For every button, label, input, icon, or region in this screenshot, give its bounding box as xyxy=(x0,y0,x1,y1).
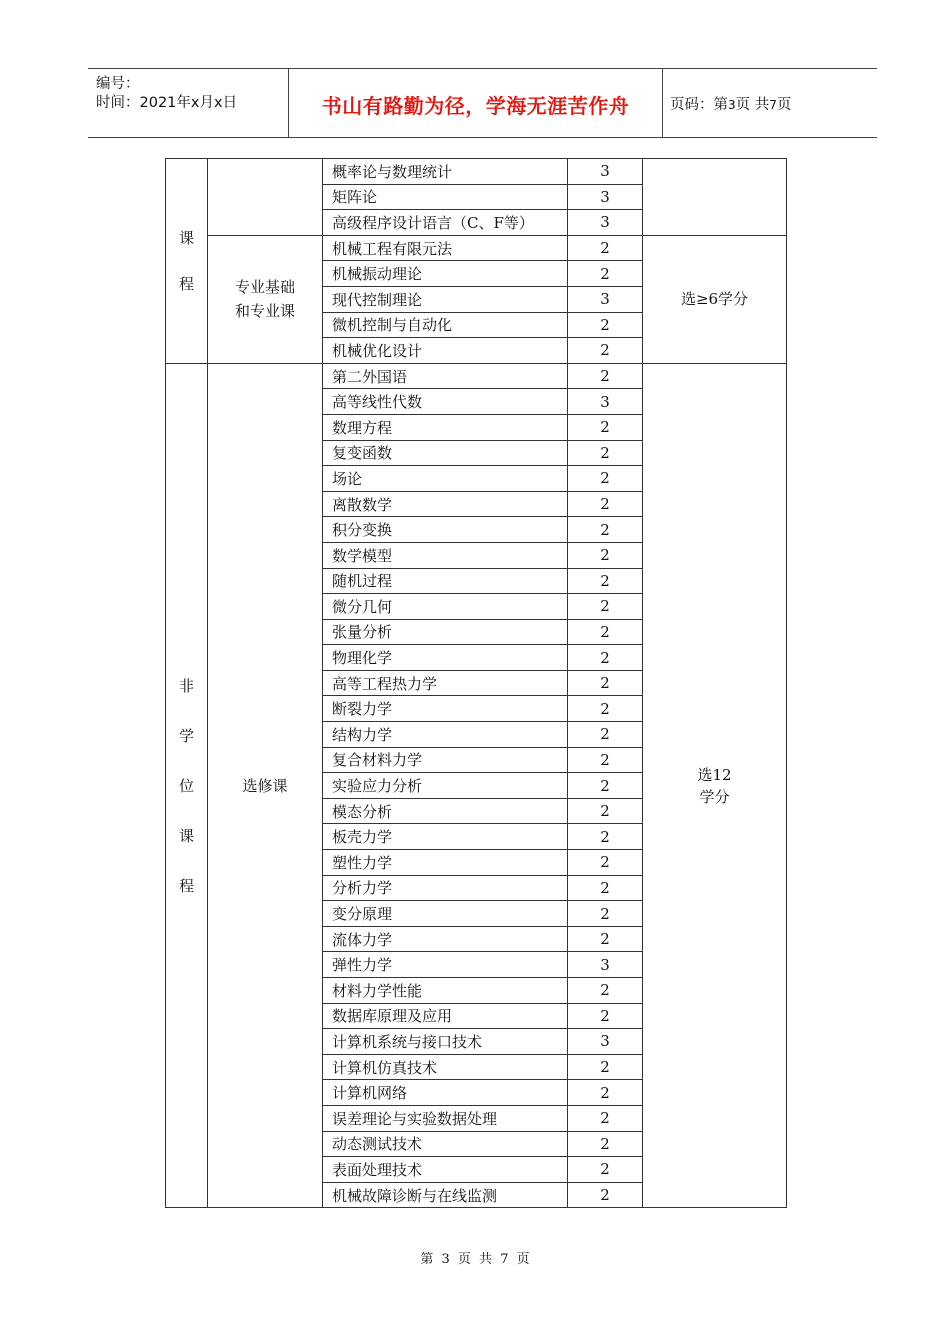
course-credit: 3 xyxy=(568,286,643,312)
nondegree-course-label-text xyxy=(177,677,197,895)
page-label: 页码：第 xyxy=(670,97,728,113)
course-credit: 2 xyxy=(568,1157,643,1183)
table-row xyxy=(166,159,787,185)
degree-course-label-text xyxy=(177,229,197,293)
course-credit: 2 xyxy=(568,1003,643,1029)
page-header xyxy=(88,68,877,138)
course-name: 断裂力学 xyxy=(323,696,568,722)
course-credit: 2 xyxy=(568,568,643,594)
degree-course-label-char: 程 xyxy=(178,274,194,293)
course-name: 机械故障诊断与在线监测 xyxy=(323,1182,568,1208)
course-credit: 2 xyxy=(568,850,643,876)
nondegree-course-label-char: 课 xyxy=(178,826,194,845)
course-credit: 2 xyxy=(568,491,643,517)
course-credit: 2 xyxy=(568,1182,643,1208)
course-name: 随机过程 xyxy=(323,568,568,594)
number-label: 编号： xyxy=(96,76,140,92)
course-credit: 2 xyxy=(568,722,643,748)
elective-requirement-label: 选12学分 xyxy=(697,765,732,806)
course-name: 塑性力学 xyxy=(323,850,568,876)
course-name: 复变函数 xyxy=(323,440,568,466)
course-credit: 2 xyxy=(568,901,643,927)
nondegree-course-label xyxy=(166,363,208,1208)
course-credit: 2 xyxy=(568,798,643,824)
header-slogan-cell xyxy=(288,69,663,137)
time-label: 时间：2021年x月x日 xyxy=(96,95,238,111)
course-name: 实验应力分析 xyxy=(323,773,568,799)
course-credit: 2 xyxy=(568,466,643,492)
course-name: 表面处理技术 xyxy=(323,1157,568,1183)
course-table-body xyxy=(166,159,787,1208)
empty-requirement-cell xyxy=(643,159,787,236)
course-name: 机械工程有限元法 xyxy=(323,235,568,261)
course-name: 高级程序设计语言（C、F等） xyxy=(323,210,568,236)
course-name: 分析力学 xyxy=(323,875,568,901)
specialty-category-label: 专业基础和专业课 xyxy=(234,278,295,321)
course-credit: 2 xyxy=(568,261,643,287)
course-name: 离散数学 xyxy=(323,491,568,517)
specialty-category xyxy=(208,235,323,363)
course-credit: 2 xyxy=(568,542,643,568)
elective-requirement xyxy=(643,363,787,1208)
course-credit: 2 xyxy=(568,235,643,261)
course-name: 高等线性代数 xyxy=(323,389,568,415)
course-credit: 2 xyxy=(568,338,643,364)
course-name: 现代控制理论 xyxy=(323,286,568,312)
course-credit: 3 xyxy=(568,184,643,210)
course-name: 微分几何 xyxy=(323,594,568,620)
course-name: 模态分析 xyxy=(323,798,568,824)
course-name: 结构力学 xyxy=(323,722,568,748)
header-meta xyxy=(88,69,288,137)
page-total: 7 xyxy=(769,98,777,112)
footer-page: 3 xyxy=(441,1252,450,1267)
course-name: 计算机系统与接口技术 xyxy=(323,1029,568,1055)
course-credit: 2 xyxy=(568,670,643,696)
course-name: 变分原理 xyxy=(323,901,568,927)
course-credit: 2 xyxy=(568,747,643,773)
course-name: 场论 xyxy=(323,466,568,492)
nondegree-course-label-char: 非 xyxy=(178,676,194,695)
elective-category: 选修课 xyxy=(208,363,323,1208)
table-row xyxy=(166,235,787,261)
course-name: 物理化学 xyxy=(323,645,568,671)
course-name: 板壳力学 xyxy=(323,824,568,850)
degree-course-label xyxy=(166,159,208,364)
header-page-cell xyxy=(662,69,877,137)
course-credit: 2 xyxy=(568,1105,643,1131)
page-end: 页 xyxy=(776,97,792,113)
course-credit: 2 xyxy=(568,875,643,901)
course-credit: 2 xyxy=(568,312,643,338)
course-credit: 3 xyxy=(568,389,643,415)
course-name: 误差理论与实验数据处理 xyxy=(323,1105,568,1131)
course-credit: 2 xyxy=(568,926,643,952)
course-name: 积分变换 xyxy=(323,517,568,543)
course-credit: 3 xyxy=(568,1029,643,1055)
nondegree-course-label-char: 程 xyxy=(178,876,194,895)
course-name: 微机控制与自动化 xyxy=(323,312,568,338)
specialty-requirement: 选≥6学分 xyxy=(643,235,787,363)
course-name: 机械优化设计 xyxy=(323,338,568,364)
page-mid: 页 共 xyxy=(735,97,770,113)
course-credit: 2 xyxy=(568,517,643,543)
course-credit: 2 xyxy=(568,594,643,620)
course-name: 材料力学性能 xyxy=(323,978,568,1004)
course-credit: 2 xyxy=(568,645,643,671)
course-name: 矩阵论 xyxy=(323,184,568,210)
course-name: 概率论与数理统计 xyxy=(323,159,568,185)
course-credit: 3 xyxy=(568,159,643,185)
course-credit: 2 xyxy=(568,1080,643,1106)
course-credit: 2 xyxy=(568,363,643,389)
table-row xyxy=(166,363,787,389)
course-table xyxy=(165,158,787,1208)
course-name: 张量分析 xyxy=(323,619,568,645)
course-name: 机械振动理论 xyxy=(323,261,568,287)
course-name: 数理方程 xyxy=(323,414,568,440)
course-name: 弹性力学 xyxy=(323,952,568,978)
course-credit: 2 xyxy=(568,1131,643,1157)
course-name: 复合材料力学 xyxy=(323,747,568,773)
course-credit: 3 xyxy=(568,952,643,978)
footer-suffix: 页 xyxy=(516,1252,530,1267)
course-credit: 2 xyxy=(568,619,643,645)
course-credit: 2 xyxy=(568,978,643,1004)
course-name: 流体力学 xyxy=(323,926,568,952)
course-credit: 3 xyxy=(568,210,643,236)
course-credit: 2 xyxy=(568,440,643,466)
slogan: 书山有路勤为径，学海无涯苦作舟 xyxy=(321,94,630,118)
course-credit: 2 xyxy=(568,414,643,440)
nondegree-course-label-char: 位 xyxy=(178,776,194,795)
header-page-number xyxy=(670,93,791,114)
footer-total: 7 xyxy=(500,1252,509,1267)
course-name: 数据库原理及应用 xyxy=(323,1003,568,1029)
degree-course-label-char: 课 xyxy=(178,228,194,247)
course-name: 动态测试技术 xyxy=(323,1131,568,1157)
course-name: 计算机仿真技术 xyxy=(323,1054,568,1080)
page-current: 3 xyxy=(728,98,736,112)
course-name: 第二外国语 xyxy=(323,363,568,389)
course-credit: 2 xyxy=(568,824,643,850)
course-name: 高等工程热力学 xyxy=(323,670,568,696)
empty-category-cell xyxy=(208,159,323,236)
footer-mid: 页 共 xyxy=(457,1252,493,1267)
page-footer xyxy=(0,1248,950,1267)
footer-prefix: 第 xyxy=(420,1252,434,1267)
course-name: 数学模型 xyxy=(323,542,568,568)
nondegree-course-label-char: 学 xyxy=(178,726,194,745)
course-credit: 2 xyxy=(568,696,643,722)
course-name: 计算机网络 xyxy=(323,1080,568,1106)
course-credit: 2 xyxy=(568,1054,643,1080)
course-credit: 2 xyxy=(568,773,643,799)
